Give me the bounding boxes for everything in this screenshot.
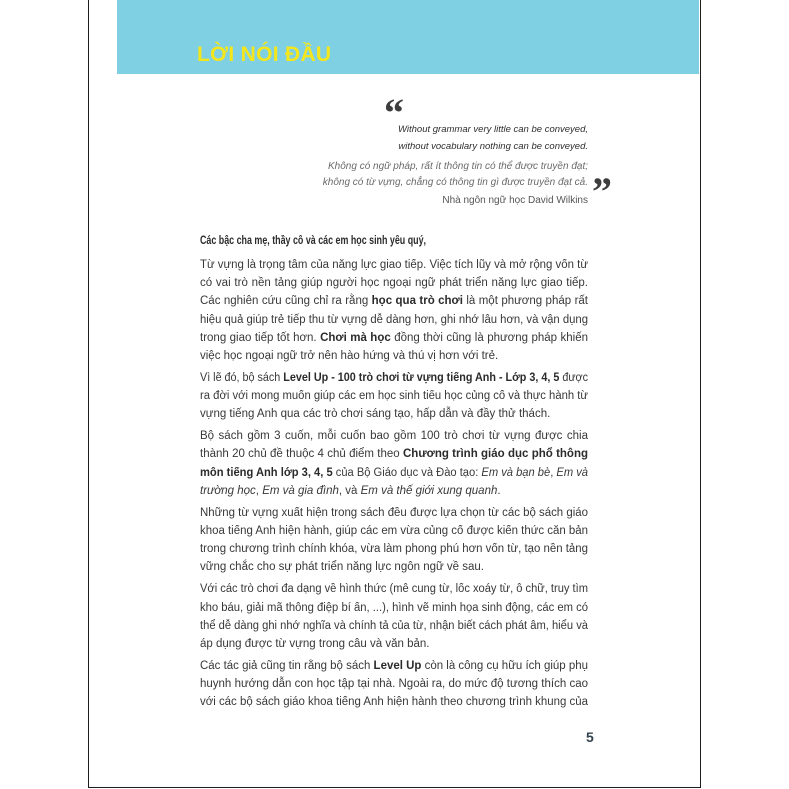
text-run: còn là công cụ hữu ích giúp phụ — [421, 659, 588, 672]
text-run: , — [255, 484, 263, 497]
line-text — [200, 504, 588, 522]
quote-english-line: without vocabulary nothing can be conveyed. — [398, 141, 588, 152]
paragraph-line — [200, 617, 588, 635]
text-run: việc học ngoại ngữ trở nên hào hứng và thú vị hơn với trẻ. — [200, 349, 499, 362]
line-text — [200, 617, 588, 635]
text-run: Vì lẽ đó, bộ sách — [200, 371, 284, 384]
line-text — [200, 540, 588, 558]
paragraph — [200, 256, 588, 365]
page-title: LỜI NÓI ĐẦU — [197, 43, 332, 66]
greeting — [200, 232, 426, 250]
paragraph — [200, 657, 588, 712]
line-text — [200, 445, 588, 463]
paragraph-line — [200, 657, 588, 675]
body-text-column — [200, 232, 588, 711]
line-text — [200, 427, 588, 445]
paragraph-line — [200, 387, 588, 405]
text-run: khoa tiếng Anh hiện hành, giúp các em vừa củng cố được kiến thức căn bản — [200, 525, 589, 537]
text-run: với các bộ sách giáo khoa tiếng Anh hiện hành theo chương trình khung của — [200, 696, 588, 709]
text-run: đồng thời cũng là phương pháp khiến — [390, 331, 588, 344]
quote-vietnamese-line: không có từ vựng, chẳng có thông tin gì được truyền đạt cả. — [322, 177, 588, 188]
paragraph-line — [200, 558, 588, 576]
line-text — [200, 522, 588, 540]
italic-text-run: Em và — [556, 466, 589, 479]
line-text — [200, 347, 498, 365]
paragraph-line — [200, 311, 588, 329]
line-text — [200, 693, 588, 711]
text-run: được — [559, 371, 589, 384]
paragraph-line — [200, 635, 588, 653]
paragraph-line — [200, 599, 588, 617]
text-run: trong chương trình chính khóa, vừa làm phong phú hơn vốn từ, tạo nền tảng — [200, 543, 589, 556]
text-run: là một phương pháp rất — [462, 295, 588, 308]
text-run: Các nghiên cứu cũng chỉ ra rằng — [200, 295, 372, 308]
line-text — [200, 405, 550, 423]
line-text — [200, 599, 588, 617]
quote-attribution: Nhà ngôn ngữ học David Wilkins — [442, 195, 588, 206]
quote-vietnamese-line: Không có ngữ pháp, rất ít thông tin có thể được truyền đạt; — [328, 161, 588, 172]
paragraph — [200, 504, 588, 577]
line-text — [200, 256, 588, 274]
text-run: có vai trò nền tảng giúp người học ngoại ngữ phát triển năng lực giao tiếp. — [200, 277, 588, 290]
paragraph-line — [200, 347, 588, 365]
text-run: áp dụng được từ vựng trong câu và văn bản. — [200, 637, 430, 650]
text-run: . — [497, 484, 501, 497]
line-text — [200, 387, 588, 405]
line-text — [200, 311, 588, 329]
paragraph-line — [200, 445, 588, 463]
paragraph — [200, 580, 588, 653]
paragraph-line — [200, 693, 588, 711]
text-run: vững chắc cho sự phát triển năng lực ngôn ngữ về sau. — [200, 561, 484, 574]
text-run: Các bậc cha mẹ, thầy cô và các em học sinh yêu quý, — [200, 235, 426, 247]
text-run: , — [550, 466, 557, 479]
text-run: ra đời với mong muốn giúp các em học sinh tiểu học củng cố và thực hành từ — [200, 390, 588, 403]
paragraph-line — [200, 329, 588, 347]
bold-text-run: Level Up — [373, 659, 422, 672]
line-text — [200, 580, 588, 598]
italic-text-run: Em và gia đình — [262, 484, 339, 497]
text-run: thể dễ dàng ghi nhớ nghĩa và chính tả của từ, nhận biết cách phát âm, hiểu và — [200, 619, 588, 632]
text-run: Bộ sách gồm 3 cuốn, mỗi cuốn bao gồm 100 trò chơi từ vựng được chia — [200, 430, 588, 443]
paragraph-line — [200, 482, 588, 500]
paragraph-line — [200, 580, 588, 598]
bold-text-run: Chương trình giáo dục phổ thông — [402, 448, 588, 461]
page-number: 5 — [586, 729, 594, 745]
text-run: huynh hướng dẫn con học tập tại nhà. Ngoài ra, do mức độ tương thích cao — [200, 678, 588, 691]
text-run: kho báu, giải mã thông điệp bí ẩn, ...), hình vẽ minh họa sinh động, các em có — [200, 601, 588, 614]
text-run: Từ vựng là trọng tâm của năng lực giao tiếp. Việc tích lũy và mở rộng vốn từ — [200, 258, 589, 271]
text-run: Các tác giả cũng tin rằng bộ sách — [200, 659, 374, 672]
text-run: Với các trò chơi đa dạng về hình thức (mê cung từ, lốc xoáy từ, ô chữ, truy tìm — [200, 583, 588, 596]
paragraph — [200, 427, 588, 500]
paragraph-line — [200, 464, 588, 482]
header-band — [117, 0, 699, 74]
text-run: của Bộ Giáo dục và Đào tạo: — [332, 466, 482, 479]
line-text — [200, 274, 588, 292]
line-text — [200, 369, 588, 387]
line-text — [200, 482, 501, 500]
paragraph — [200, 369, 588, 424]
line-text — [200, 464, 588, 482]
line-text — [200, 635, 429, 653]
paragraph-line — [200, 369, 588, 387]
paragraph-line — [200, 292, 588, 310]
open-quote-mark: “ — [384, 90, 404, 135]
line-text — [200, 329, 588, 347]
line-text — [200, 675, 588, 693]
quote-english-line: Without grammar very little can be conveyed, — [398, 124, 588, 135]
paragraph-line — [200, 504, 588, 522]
text-run: vựng tiếng Anh qua các trò chơi sáng tạo, hấp dẫn và đầy thử thách. — [200, 408, 551, 421]
text-run: thành 20 chủ đề thuộc 4 chủ điểm theo — [200, 448, 403, 461]
italic-text-run: trường học — [200, 484, 256, 497]
bold-text-run: học qua trò chơi — [371, 295, 463, 308]
text-run: trong giao tiếp tốt hơn. — [200, 331, 321, 344]
line-text — [200, 657, 588, 675]
bold-text-run: Level Up - 100 trò chơi từ vựng tiếng Anh - Lớp 3, 4, 5 — [283, 371, 560, 384]
line-text — [200, 292, 588, 310]
text-run: Những từ vựng xuất hiện trong sách đều được lựa chọn từ các bộ sách giáo — [200, 506, 588, 519]
text-run: hiệu quả giúp trẻ tiếp thu từ vựng dễ dàng hơn, ghi nhớ lâu hơn, và vận dụng — [200, 313, 589, 326]
italic-text-run: Em và thế giới xung quanh — [360, 484, 498, 497]
line-text — [200, 232, 426, 250]
paragraph-line — [200, 675, 588, 693]
paragraph-line — [200, 405, 588, 423]
text-run: , và — [338, 484, 361, 497]
paragraph-line — [200, 427, 588, 445]
paragraph-line — [200, 522, 588, 540]
italic-text-run: Em và bạn bè — [481, 466, 551, 479]
paragraph-line — [200, 256, 588, 274]
line-text — [200, 558, 484, 576]
close-quote-mark: ” — [592, 169, 612, 214]
bold-text-run: Chơi mà học — [320, 331, 391, 344]
bold-text-run: môn tiếng Anh lớp 3, 4, 5 — [200, 466, 333, 479]
paragraph-line — [200, 540, 588, 558]
paragraph-line — [200, 274, 588, 292]
